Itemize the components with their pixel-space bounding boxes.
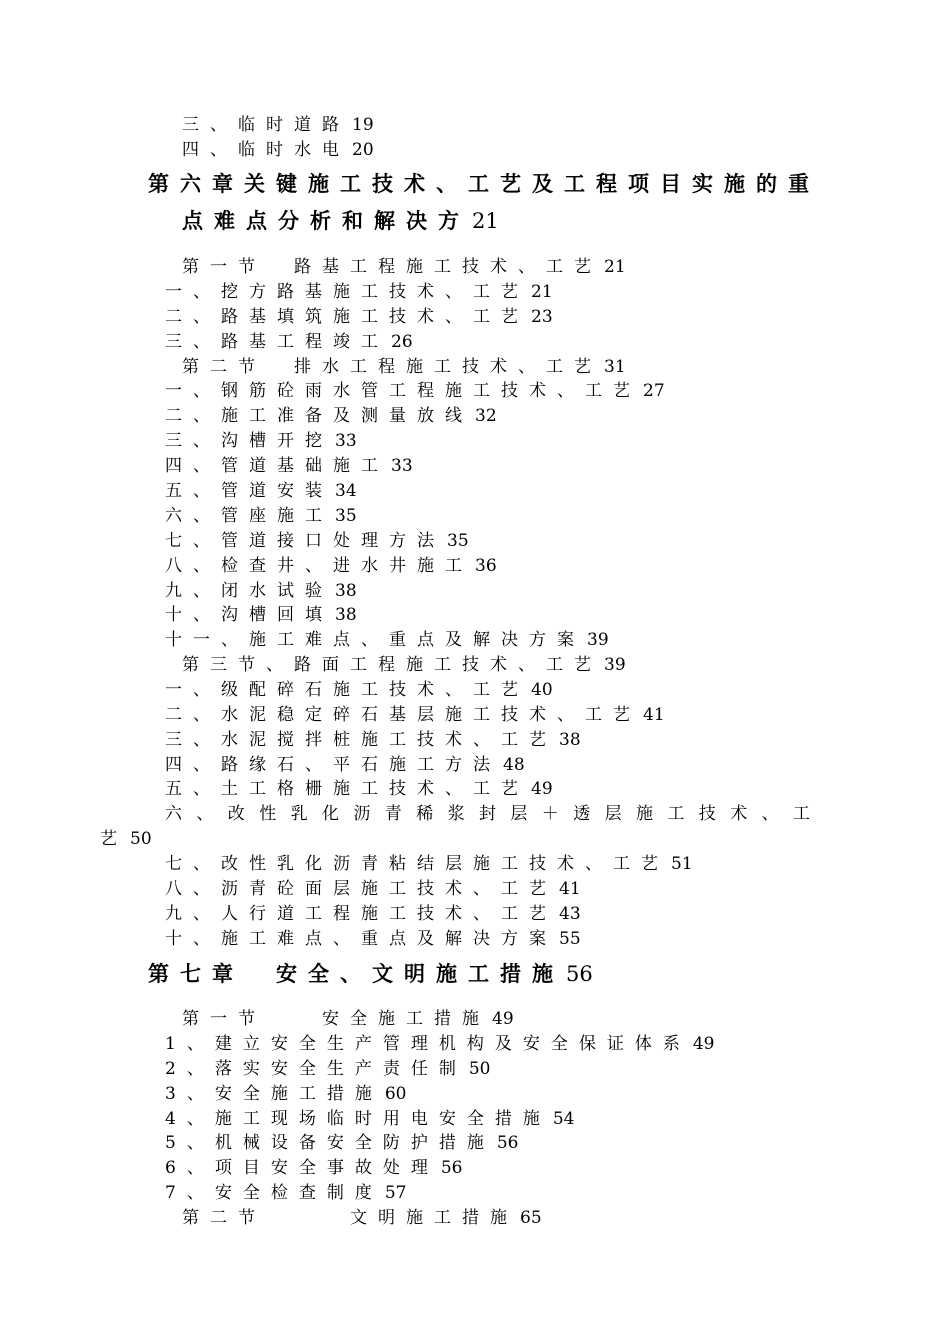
toc-entry: 1、建立安全生产管理机构及安全保证体系 49 [165, 1034, 715, 1054]
toc-entry: 七、改性乳化沥青粘结层施工技术、工艺 51 [165, 854, 693, 874]
toc-entry: 5、机械设备安全防护措施 56 [165, 1133, 519, 1153]
toc-entry: 十、施工难点、重点及解决方案 55 [165, 929, 581, 949]
chapter-heading: 第七章 安全、文明施工措施56 [148, 962, 593, 986]
toc-entry: 三、水泥搅拌桩施工技术、工艺 38 [165, 730, 581, 750]
toc-entry: 九、闭水试验 38 [165, 581, 357, 601]
toc-entry: 八、沥青砼面层施工技术、工艺 41 [165, 879, 581, 899]
toc-entry: 十一、施工难点、重点及解决方案 39 [165, 630, 609, 650]
toc-entry: 6、项目安全事故处理 56 [165, 1158, 463, 1178]
toc-entry: 一、级配碎石施工技术、工艺 40 [165, 680, 553, 700]
toc-entry: 7、安全检查制度 57 [165, 1183, 407, 1203]
toc-entry-continuation: 艺 50 [100, 829, 152, 849]
toc-entry: 九、人行道工程施工技术、工艺 43 [165, 904, 581, 924]
toc-entry: 2、落实安全生产责任制 50 [165, 1059, 491, 1079]
toc-entry: 四、管道基础施工 33 [165, 456, 413, 476]
toc-entry: 六、管座施工 35 [165, 506, 357, 526]
toc-entry: 三、路基工程竣工 26 [165, 332, 413, 352]
toc-entry: 3、安全施工措施 60 [165, 1084, 407, 1104]
toc-entry: 七、管道接口处理方法 35 [165, 531, 469, 551]
toc-entry: 4、施工现场临时用电安全措施 54 [165, 1109, 575, 1129]
section-entry: 第三节、路面工程施工技术、工艺 39 [182, 655, 626, 675]
toc-entry: 六、改性乳化沥青稀浆封层＋透层施工技术、工 [165, 804, 825, 824]
toc-entry: 二、水泥稳定碎石基层施工技术、工艺 41 [165, 705, 665, 725]
toc-entry: 四、路缘石、平石施工方法 48 [165, 755, 525, 775]
section-entry: 第二节 排水工程施工技术、工艺 31 [182, 357, 626, 377]
section-entry: 第一节 安全施工措施 49 [182, 1009, 514, 1029]
chapter-heading: 点难点分析和解决方21 [182, 209, 499, 233]
toc-entry: 三、临时道路 19 [182, 115, 374, 135]
toc-entry: 二、施工准备及测量放线 32 [165, 406, 497, 426]
toc-entry: 五、土工格栅施工技术、工艺 49 [165, 779, 553, 799]
toc-entry: 一、挖方路基施工技术、工艺 21 [165, 282, 553, 302]
toc-entry: 一、钢筋砼雨水管工程施工技术、工艺 27 [165, 381, 665, 401]
section-entry: 第二节 文明施工措施 65 [182, 1208, 542, 1228]
toc-entry: 二、路基填筑施工技术、工艺 23 [165, 307, 553, 327]
section-entry: 第一节 路基工程施工技术、工艺 21 [182, 257, 626, 277]
chapter-heading: 第六章关键施工技术、工艺及工程项目实施的重 [148, 172, 820, 196]
toc-entry: 三、沟槽开挖 33 [165, 431, 357, 451]
toc-entry: 八、检查井、进水井施工 36 [165, 556, 497, 576]
toc-entry: 十、沟槽回填 38 [165, 605, 357, 625]
toc-entry: 五、管道安装 34 [165, 481, 357, 501]
toc-entry: 四、临时水电 20 [182, 140, 374, 160]
